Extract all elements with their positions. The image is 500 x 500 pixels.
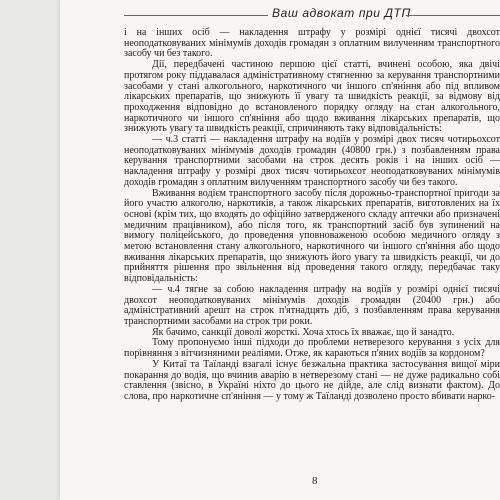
paragraph: Вживання водієм транспортного засобу після дорожньо-транспортної пригоди за його участю алкоголю, наркотиків, а також лікарських препаратів, виготовлених на їх основі (крім тих, що входять до офіційно затвердженого складу аптечки або призначені медичним працівником), або після того, як транспортний засіб був зупинений на вимогу поліцейського, до проведення уповноваженою особою медичного огляду з метою встановлення стану алкогольного, наркотичного чи іншого сп'яніння або щодо вживання лікарських препаратів, що знижують його увагу та швидкість реакції, чи до прийняття рішення про звільнення від проведення такого огляду, передбачає таку відповідальність: (124, 187, 500, 285)
header-rule-right (406, 15, 500, 16)
body-text (124, 28, 500, 403)
paragraph: — ч.4 тягне за собою накладення штрафу на водіїв у розмірі однієї тисячі двохсот неоподатковуваних мінімумів доходів громадян (20400 грн.) або адміністративний арешт на строк п'ятнадцять діб, з позбавленням права керування транспортними засобами на строк три роки. (124, 283, 500, 327)
paragraph: У Китаї та Таїланді взагалі існує безжальна практика застосування вищої міри покарання до водія, що вчинив аварію в нетверезому стані — не дуже радикально собі ставлення (звісно, в Україні ніхто до цього не дійде, але слід визнати фактом). До слова, про наркотичне сп'яніння — у тому ж Таїланді дозволено просто вбивати нарко- (124, 358, 500, 402)
header-title: Ваш адвокат при ДТП (272, 6, 411, 20)
paragraph: Тому пропонуємо інші підходи до проблеми нетверезого керування з усіх для порівняння з вітчизняними реаліями. Отже, як караються п'яних водіїв за кордоном? (124, 337, 500, 360)
page-number: 8 (312, 475, 318, 487)
book-page (60, 0, 500, 500)
paragraph: і на інших осіб — накладення штрафу у розмірі однієї тисячі двохсот неоподатковуваних мінімумів доходів громадян з оплатним вилученням транспортного засобу чи без такого. (124, 27, 500, 60)
paragraph: Дії, передбачені частиною першою цієї статті, вчинені особою, яка двічі протягом року піддавалася адміністративному стягненню за керування транспортними засобами у стані алкогольного, наркотичного чи іншого сп'яніння або під впливом лікарських препаратів, що знижують її увагу та швидкість реакції, за відмову від проходження відповідно до встановленого порядку огляду на стан алкогольного, наркотичного чи іншого сп'яніння або щодо вживання лікарських препаратів, що знижують увагу та швидкість реакції, спричиняють таку відповідальність: (124, 59, 500, 135)
paragraph: Як бачимо, санкції доволі жорсткі. Хоча хтось їх вважає, що й занадто. (152, 326, 455, 338)
running-header (60, 0, 500, 26)
paragraph: — ч.3 статті — накладення штрафу на водіїв у розмірі двох тисяч чотирьохсот неоподатковуваних мінімумів доходів громадян (40800 грн.) з позбавленням права керування транспортними засобами на строк десять років і на інших осіб — накладення штрафу у розмірі двох тисяч чотирьохсот неоподатковуваних мінімумів доходів громадян з оплатним вилученням транспортного засобу чи без такого. (124, 134, 500, 188)
header-rule-left (124, 15, 268, 16)
